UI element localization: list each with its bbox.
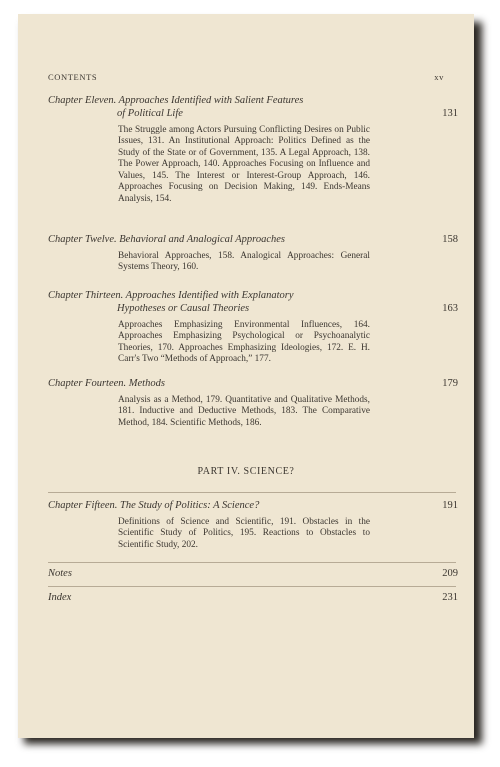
chapter-sections: Approaches Emphasizing Environmental Influences, 164. Approaches Emphasizing Psychological or Psychoanalytic Theories, 170. Approaches Emphasizing Ideologies, 172. E. H. Carr's Two “Methods of Approach,” 177. — [118, 319, 370, 365]
chapter-title-line: Chapter Fourteen. Methods — [48, 378, 165, 389]
book-page — [18, 14, 474, 738]
chapter-title — [48, 290, 366, 315]
chapter-title-line: of Political Life — [117, 107, 183, 119]
chapter-page-number: 179 — [442, 378, 458, 389]
toc-entry-notes — [48, 568, 458, 581]
part-heading: PART IV. SCIENCE? — [197, 466, 295, 477]
running-header — [48, 72, 444, 82]
divider — [48, 562, 456, 563]
chapter-title-line: Chapter Twelve. Behavioral and Analogical Approaches — [48, 234, 285, 245]
toc-entry-chapter-twelve — [48, 234, 458, 274]
chapter-page-number: 191 — [442, 500, 458, 511]
header-page-number: xv — [434, 72, 444, 82]
chapter-sections: Definitions of Science and Scientific, 191. Obstacles in the Scientific Study of Politics, 195. Reactions to Obstacles to Scientific Study, 202. — [118, 516, 370, 550]
chapter-title — [48, 500, 366, 513]
chapter-title-line: Chapter Fifteen. The Study of Politics: A Science? — [48, 500, 260, 511]
chapter-title-line: Hypotheses or Causal Theories — [117, 302, 250, 314]
divider — [48, 586, 456, 587]
chapter-title-line: Chapter Eleven. Approaches Identified with Salient Features — [48, 95, 304, 106]
toc-entry-chapter-thirteen — [48, 290, 458, 366]
index-label: Index — [48, 592, 72, 603]
chapter-sections: Behavioral Approaches, 158. Analogical Approaches: General Systems Theory, 160. — [118, 250, 370, 273]
chapter-page-number: 163 — [442, 303, 458, 314]
toc-entry-chapter-fourteen — [48, 378, 458, 429]
chapter-title — [48, 234, 366, 247]
notes-label: Notes — [48, 568, 72, 579]
chapter-title-line: Chapter Thirteen. Approaches Identified with Explanatory — [48, 290, 294, 301]
chapter-title — [48, 95, 366, 120]
chapter-page-number: 158 — [442, 234, 458, 245]
chapter-sections: Analysis as a Method, 179. Quantitative and Qualitative Methods, 181. Inductive and Deductive Methods, 183. The Comparative Method, 184. Scientific Methods, 186. — [118, 394, 370, 428]
toc-entry-chapter-fifteen — [48, 500, 458, 551]
chapter-sections: The Struggle among Actors Pursuing Conflicting Desires on Public Issues, 131. An Institutional Approach: Politics Defined as the Study of the State or of Government, 135. A Legal Approach, 138. The Power Approach, 140. Approaches Focusing on Influence and Values, 145. The Interest or Interest-Group Approach, 146. Approaches Focusing on Decision Making, 149. Ends-Means Analysis, 154. — [118, 124, 370, 205]
chapter-page-number: 131 — [442, 108, 458, 119]
divider — [48, 492, 456, 493]
index-page-number: 231 — [442, 592, 458, 603]
notes-page-number: 209 — [442, 568, 458, 579]
toc-entry-chapter-eleven — [48, 95, 458, 206]
header-title: CONTENTS — [48, 72, 98, 82]
chapter-title — [48, 378, 366, 391]
toc-entry-index — [48, 592, 458, 605]
